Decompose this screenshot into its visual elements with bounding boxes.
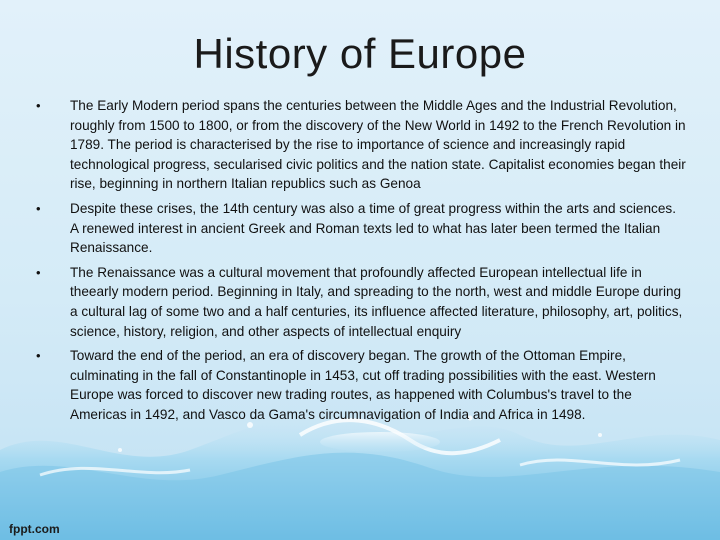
bullet-item [36, 199, 686, 258]
bullet-item [36, 96, 686, 194]
bullet-text: Toward the end of the period, an era of discovery began. The growth of the Ottoman Empire, culminating in the fall of Constantinople in 1453, cut off trading possibilities with the east. Western Europe was forced to discover new trading routes, as happened with Columbus's travel to the Americas in 1492, and Vasco da Gama's circumnavigation of India and Africa in 1498. [70, 348, 656, 422]
bullet-icon: • [36, 200, 41, 216]
bullet-item [36, 346, 686, 424]
bullet-list [36, 96, 686, 430]
bullet-text: The Renaissance was a cultural movement that profoundly affected European intellectual life in theearly modern period. Beginning in Italy, and spreading to the north, west and middle Europe during a cultural lag of some two and a half centuries, its influence affected literature, philosophy, art, politics, science, history, religion, and other aspects of intellectual enquiry [70, 264, 683, 339]
slide-title: History of Europe [193, 30, 527, 77]
brand-watermark: fppt.com [9, 522, 60, 536]
bullet-icon: • [36, 264, 41, 280]
bullet-text: The Early Modern period spans the centuries between the Middle Ages and the Industrial Revolution, roughly from 1500 to 1800, or from the discovery of the New World in 1492 to the French Revolution in 1789. The period is characterised by the rise to importance of science and increasingly rapid technological progress, secularised civic politics and the nation state. Capitalist economies began their rise, beginning in northern Italian republics such as Genoa [70, 98, 686, 192]
bullet-item [36, 263, 686, 341]
bullet-icon: • [36, 98, 41, 113]
bullet-text: Despite these crises, the 14th century was also a time of great progress within the arts and sciences. A renewed interest in ancient Greek and Roman texts led to what has later been termed the Italian Renaissance. [70, 200, 676, 256]
bullet-icon: • [36, 348, 41, 364]
